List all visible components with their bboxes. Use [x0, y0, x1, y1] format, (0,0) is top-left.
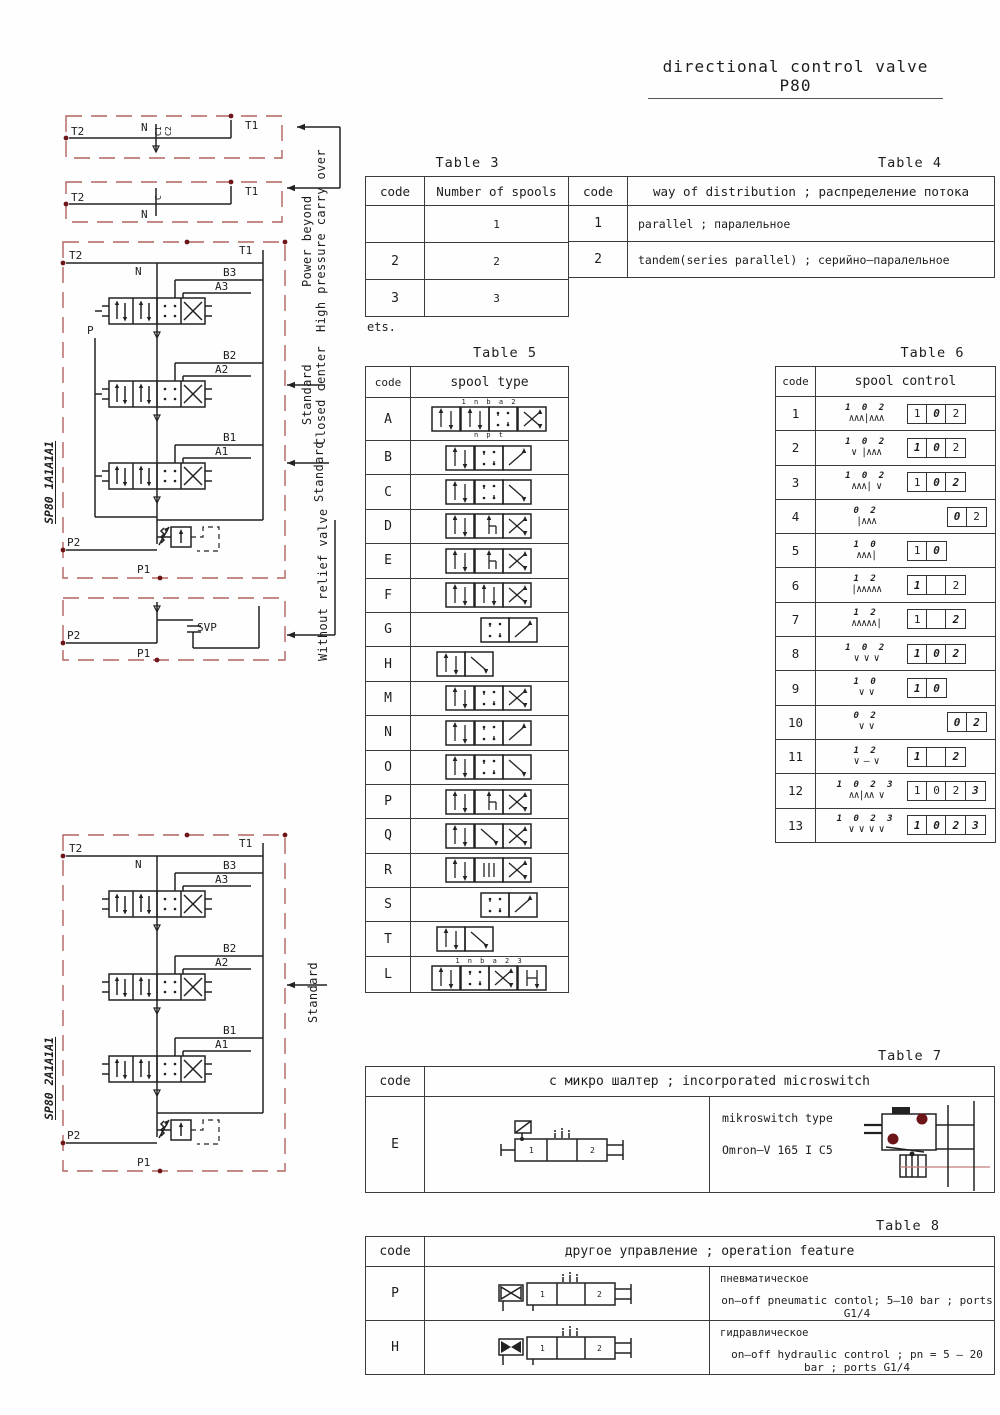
- svg-text:N: N: [141, 208, 148, 221]
- svg-text:1: 1: [540, 1289, 545, 1299]
- control-code: 10: [776, 705, 816, 739]
- control-code: 3: [776, 465, 816, 499]
- spool-code: H: [366, 647, 411, 681]
- svg-text:N: N: [135, 265, 142, 278]
- table-5: [365, 366, 569, 993]
- table4-header-way: way of distribution ; распределение потока: [628, 177, 995, 206]
- svg-text:B2: B2: [223, 942, 237, 955]
- svg-text:2: 2: [590, 1145, 595, 1155]
- spool-code: T: [366, 922, 411, 956]
- label-without-relief-valve: Without relief valve: [316, 508, 330, 662]
- table7-code: E: [366, 1097, 425, 1193]
- spool-symbol: [411, 441, 569, 475]
- spool-code: S: [366, 888, 411, 922]
- svg-text:SVP: SVP: [197, 621, 217, 634]
- svg-text:T2: T2: [69, 249, 83, 262]
- spool-type-row: [366, 509, 569, 543]
- control-symbol: 1 2 ∧∧∧∧∧| 1 2: [816, 602, 996, 636]
- spool-type-row: [366, 819, 569, 853]
- table8-code-p: P: [366, 1267, 425, 1321]
- table7-header-text: с микро шалтер ; incorporated microswitch: [425, 1067, 995, 1097]
- spool-type-row: [366, 888, 569, 922]
- spool-control-row: [776, 499, 996, 533]
- label-standard-1: Standard: [312, 441, 326, 503]
- table8-desc-hydraulic: гидравлическое on–off hydraulic control ; pn = 5 – 20 bar ; ports G1/4: [710, 1321, 995, 1375]
- control-symbol: 1 0 2 3 ∨ ∨ ∨ ∨ 1 0 2 3: [816, 808, 996, 842]
- control-symbol: 1 0 2 ∨ ∨ ∨ 1 0 2: [816, 637, 996, 671]
- spool-symbol: [411, 681, 569, 715]
- spool-code: A: [366, 398, 411, 441]
- spool-symbol: [411, 716, 569, 750]
- table8-header-text: другое управление ; operation feature: [425, 1237, 995, 1267]
- control-symbol: 0 2 ∨ ∨ 0 2: [816, 705, 996, 739]
- spool-code: R: [366, 853, 411, 887]
- svg-text:T2: T2: [71, 125, 85, 138]
- spool-symbol: [411, 922, 569, 956]
- svg-text:B3: B3: [223, 266, 237, 279]
- table-row: [366, 1097, 995, 1193]
- control-code: 9: [776, 671, 816, 705]
- control-symbol: 1 2 |∧∧∧∧∧ 1 2: [816, 568, 996, 602]
- control-code: 12: [776, 774, 816, 808]
- microswitch-valve-symbol: [477, 1115, 657, 1171]
- table-7: [365, 1066, 995, 1193]
- svg-text:P: P: [87, 324, 94, 337]
- spool-symbol: [411, 509, 569, 543]
- product-code-sp80-1: SP80 1A1A1A1: [42, 440, 56, 524]
- page-title: directional control valve P80: [648, 57, 943, 99]
- spool-code: D: [366, 509, 411, 543]
- spool-code: G: [366, 612, 411, 646]
- table7-desc-cell: [710, 1097, 995, 1193]
- control-code: 13: [776, 808, 816, 842]
- spool-control-row: [776, 705, 996, 739]
- spool-type-row: [366, 716, 569, 750]
- spool-type-row: [366, 922, 569, 956]
- svg-text:P2: P2: [67, 536, 81, 549]
- spool-control-row: [776, 774, 996, 808]
- svg-text:A2: A2: [215, 956, 229, 969]
- spool-control-row: [776, 534, 996, 568]
- spool-symbol: [411, 612, 569, 646]
- table7-title: Table 7: [878, 1048, 942, 1064]
- svg-text:A1: A1: [215, 1038, 229, 1051]
- control-code: 7: [776, 602, 816, 636]
- svg-text:2: 2: [597, 1289, 602, 1299]
- svg-text:A3: A3: [215, 873, 229, 886]
- spool-code: E: [366, 544, 411, 578]
- table-4: [568, 176, 995, 278]
- control-code: 8: [776, 637, 816, 671]
- svg-text:T1: T1: [239, 244, 253, 257]
- spool-code: C: [366, 475, 411, 509]
- spool-symbol: [411, 853, 569, 887]
- spool-symbol: 1 n b a 2 n p t: [411, 398, 569, 441]
- spool-code: O: [366, 750, 411, 784]
- control-symbol: 1 2 ∨ — ∨ 1 2: [816, 739, 996, 773]
- table5-header-code: code: [366, 367, 411, 398]
- control-code: 2: [776, 431, 816, 465]
- spool-type-row: [366, 681, 569, 715]
- table7-symbol-cell: [425, 1097, 710, 1193]
- microswitch-drawing: [862, 1099, 992, 1191]
- spool-type-row: [366, 853, 569, 887]
- spool-type-row: [366, 544, 569, 578]
- svg-text:A2: A2: [215, 363, 229, 376]
- svg-text:B1: B1: [223, 431, 237, 444]
- table8-symbol-pneumatic: [425, 1267, 710, 1321]
- svg-text:P2: P2: [67, 629, 81, 642]
- table6-header-control: spool control: [816, 367, 996, 397]
- svg-text:T1: T1: [245, 119, 259, 132]
- table8-header-code: code: [366, 1237, 425, 1267]
- spool-symbol: [411, 784, 569, 818]
- spool-type-row: [366, 612, 569, 646]
- control-symbol: 1 0 ∨ ∨ 1 0: [816, 671, 996, 705]
- control-symbol: 1 0 2 ∧∧∧|∧∧∧ 1 0 2: [816, 397, 996, 431]
- table5-title: Table 5: [473, 345, 537, 361]
- svg-text:P1: P1: [137, 647, 151, 660]
- svg-text:1: 1: [529, 1145, 534, 1155]
- spool-symbol: [411, 544, 569, 578]
- spool-control-row: [776, 637, 996, 671]
- spool-code: M: [366, 681, 411, 715]
- spool-control-row: [776, 431, 996, 465]
- table7-header-code: code: [366, 1067, 425, 1097]
- svg-text:C1: C1: [154, 126, 163, 136]
- spool-code: L: [366, 956, 411, 992]
- control-symbol: 1 0 2 3 ∧∧|∧∧ ∨ 1 0 2 3: [816, 774, 996, 808]
- spool-symbol: [411, 578, 569, 612]
- table-row: 1: [366, 206, 569, 243]
- spool-type-row: [366, 647, 569, 681]
- spool-symbol: [411, 750, 569, 784]
- spool-symbol: [411, 647, 569, 681]
- spool-type-row: [366, 398, 569, 441]
- table-row: 1 parallel ; паралельное: [569, 206, 995, 242]
- svg-text:C: C: [154, 195, 163, 200]
- svg-text:1: 1: [540, 1343, 545, 1353]
- control-symbol: 0 2 |∧∧∧ 0 2: [816, 499, 996, 533]
- svg-text:T1: T1: [245, 185, 259, 198]
- table3-header-spools: Number of spools: [425, 177, 569, 206]
- spool-type-row: [366, 956, 569, 992]
- table-8: [365, 1236, 995, 1375]
- control-code: 1: [776, 397, 816, 431]
- svg-text:B1: B1: [223, 1024, 237, 1037]
- svg-text:P1: P1: [137, 1156, 151, 1169]
- control-code: 5: [776, 534, 816, 568]
- table8-title: Table 8: [876, 1218, 940, 1234]
- svg-text:B2: B2: [223, 349, 237, 362]
- table8-symbol-hydraulic: [425, 1321, 710, 1375]
- control-symbol: 1 0 2 ∧∧∧| ∨ 1 0 2: [816, 465, 996, 499]
- svg-text:N: N: [141, 121, 148, 134]
- table8-code-h: H: [366, 1321, 425, 1375]
- spool-code: N: [366, 716, 411, 750]
- spool-code: B: [366, 441, 411, 475]
- spool-type-row: [366, 441, 569, 475]
- svg-text:A1: A1: [215, 445, 229, 458]
- spool-symbol: [411, 888, 569, 922]
- hydraulic-valve-symbol: [487, 1323, 647, 1369]
- spool-control-row: [776, 397, 996, 431]
- spool-symbol: [411, 475, 569, 509]
- table-row: [366, 1321, 995, 1375]
- control-code: 11: [776, 739, 816, 773]
- label-standard-closed-center: Standard Closed center: [300, 345, 328, 445]
- table3-header-code: code: [366, 177, 425, 206]
- table-3: [365, 176, 569, 317]
- table7-desc-line1: mikroswitch type: [722, 1111, 833, 1125]
- spool-code: F: [366, 578, 411, 612]
- spool-type-row: [366, 750, 569, 784]
- spool-control-row: [776, 739, 996, 773]
- table5-header-type: spool type: [411, 367, 569, 398]
- svg-text:P2: P2: [67, 1129, 81, 1142]
- label-power-beyond: Power beyond High pressure carry over: [300, 149, 328, 333]
- spool-control-row: [776, 808, 996, 842]
- spool-control-row: [776, 465, 996, 499]
- spool-control-row: [776, 568, 996, 602]
- svg-text:P1: P1: [137, 563, 151, 576]
- spool-code: Q: [366, 819, 411, 853]
- spool-control-row: [776, 602, 996, 636]
- table-row: [366, 1267, 995, 1321]
- spool-symbol: [411, 819, 569, 853]
- table-6: [775, 366, 996, 843]
- svg-text:A3: A3: [215, 280, 229, 293]
- svg-text:T2: T2: [69, 842, 83, 855]
- control-symbol: 1 0 ∧∧∧| 1 0: [816, 534, 996, 568]
- svg-text:2: 2: [597, 1343, 602, 1353]
- spool-type-row: [366, 578, 569, 612]
- svg-text:N: N: [135, 858, 142, 871]
- pneumatic-valve-symbol: [487, 1269, 647, 1315]
- table4-title: Table 4: [878, 155, 942, 171]
- table6-header-code: code: [776, 367, 816, 397]
- table7-desc-line2: Omron–V 165 I C5: [722, 1143, 833, 1157]
- table3-title: Table 3: [435, 155, 500, 171]
- control-code: 6: [776, 568, 816, 602]
- table-row: 3 3: [366, 280, 569, 317]
- table-row: 2 2: [366, 243, 569, 280]
- svg-text:T2: T2: [71, 191, 85, 204]
- spool-control-row: [776, 671, 996, 705]
- label-standard-2: Standard: [306, 962, 320, 1024]
- table8-desc-pneumatic: пневматическое on–off pneumatic contol; 5–10 bar ; ports G1/4: [710, 1267, 995, 1321]
- spool-type-row: [366, 475, 569, 509]
- control-code: 4: [776, 499, 816, 533]
- product-code-sp80-2: SP80 2A1A1A1: [42, 1036, 56, 1120]
- table3-note: ets.: [367, 320, 396, 334]
- svg-text:T1: T1: [239, 837, 253, 850]
- table-row: 2 tandem(series parallel) ; серийно–паралельное: [569, 242, 995, 278]
- table4-header-code: code: [569, 177, 628, 206]
- spool-symbol: 1 n b a 2 3: [411, 956, 569, 992]
- spool-type-row: [366, 784, 569, 818]
- control-symbol: 1 0 2 ∨ |∧∧∧ 1 0 2: [816, 431, 996, 465]
- table6-title: Table 6: [900, 345, 965, 361]
- spool-code: P: [366, 784, 411, 818]
- svg-text:B3: B3: [223, 859, 237, 872]
- svg-text:C2: C2: [164, 126, 173, 136]
